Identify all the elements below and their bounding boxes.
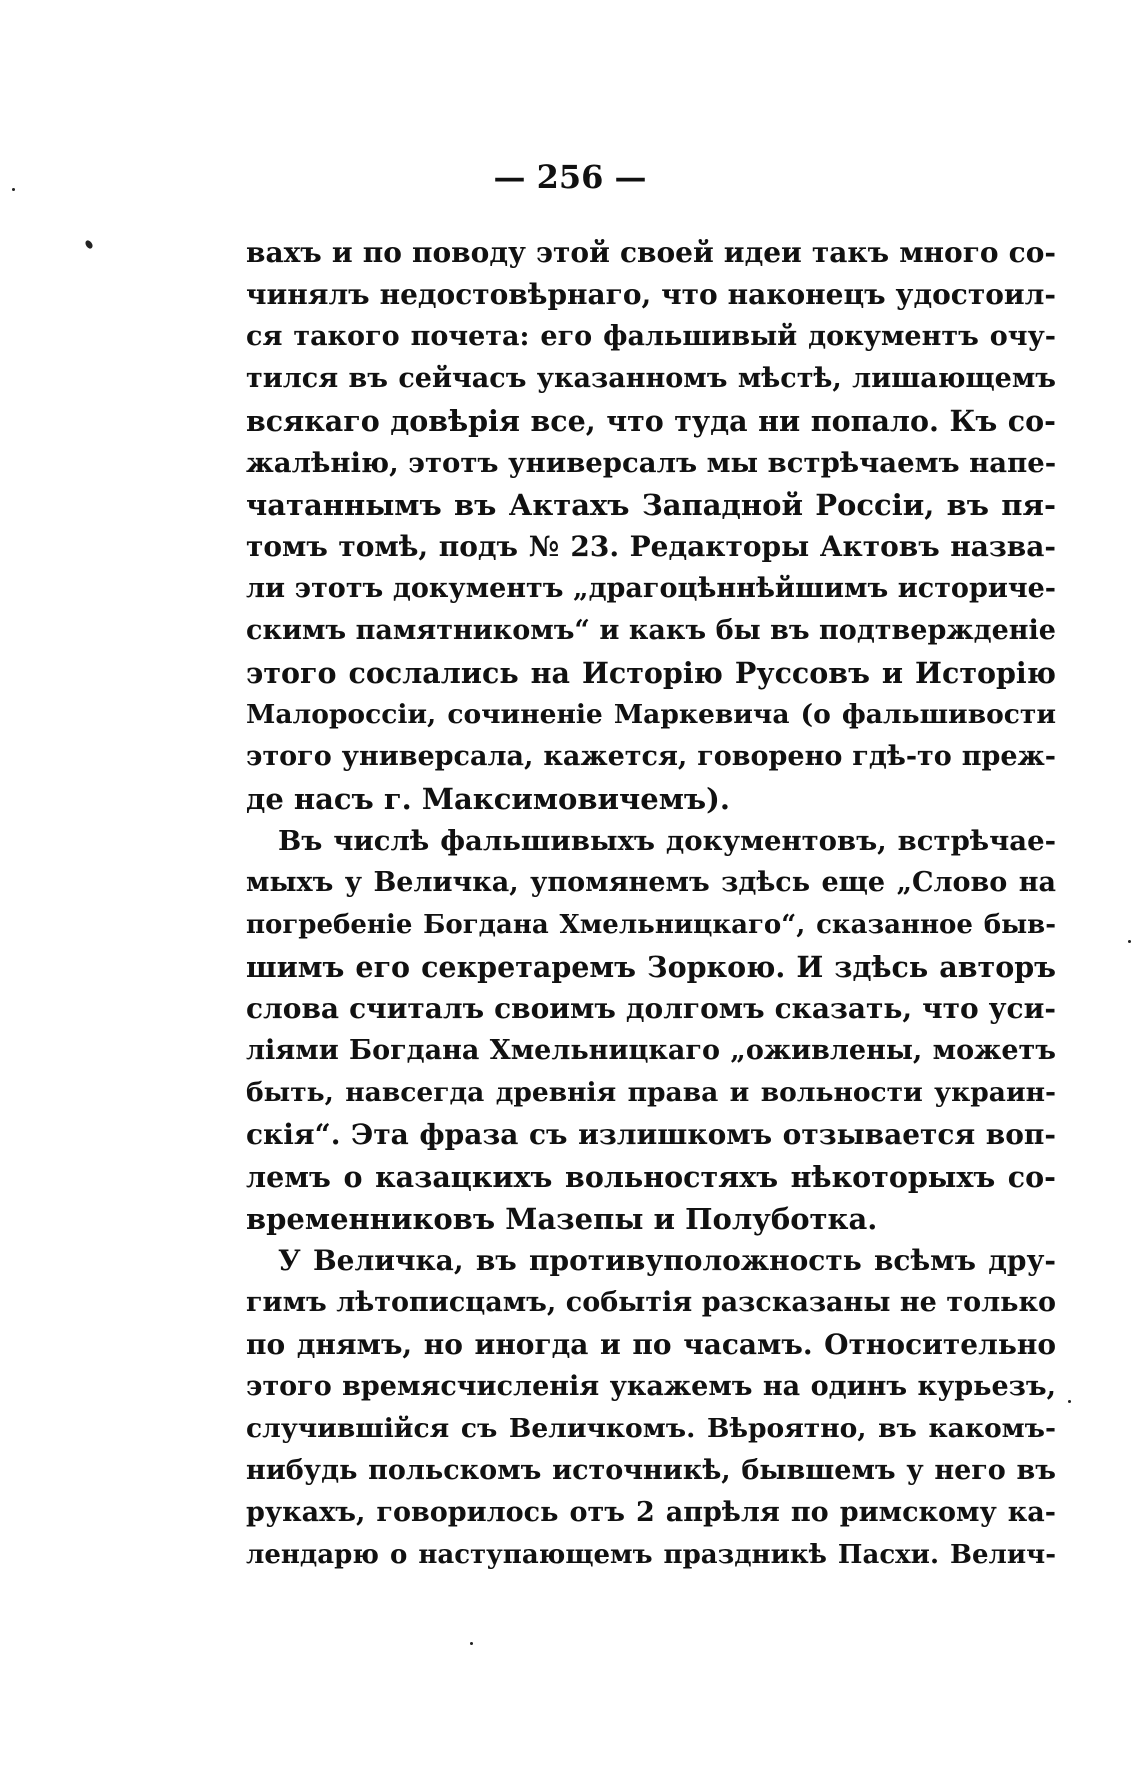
paragraph xyxy=(246,1240,1056,1576)
text-line: временниковъ Мазепы и Полуботка. xyxy=(246,1202,878,1236)
scan-speck xyxy=(1128,940,1131,943)
text-line: погребеніе Богдана Хмельницкаго“, сказанное быв- xyxy=(246,910,1056,940)
text-line: тился въ сейчасъ указанномъ мѣстѣ, лишающемъ xyxy=(246,363,1056,394)
text-line: рукахъ, говорилось отъ 2 апрѣля по римскому ка- xyxy=(246,1497,1056,1528)
text-line: лемъ о казацкихъ вольностяхъ нѣкоторыхъ со- xyxy=(246,1160,1056,1194)
scan-speck xyxy=(470,1642,473,1645)
text-line: лендарю о наступающемъ праздникѣ Пасхи. Велич- xyxy=(246,1540,1056,1570)
text-line: этого времясчисленія укажемъ на одинъ курьезъ, xyxy=(246,1371,1056,1402)
text-line: скимъ памятникомъ“ и какъ бы въ подтвержденіе xyxy=(246,615,1056,646)
text-line: всякаго довѣрія все, что туда ни попало. Къ со- xyxy=(246,404,1056,438)
text-line: гимъ лѣтописцамъ, событія разсказаны не только xyxy=(246,1287,1056,1318)
text-line: нибудь польскомъ источникѣ, бывшемъ у него въ xyxy=(246,1455,1056,1486)
scan-speck xyxy=(1068,1400,1071,1403)
text-line: этого сослались на Исторію Руссовъ и Исторію xyxy=(246,656,1056,690)
text-line: чинялъ недостовѣрнаго, что наконецъ удостоил- xyxy=(246,278,1056,311)
text-line: ся такого почета: его фальшивый документъ очу- xyxy=(246,321,1056,352)
scan-speck xyxy=(84,239,94,250)
page-number: — 256 — xyxy=(493,158,647,196)
text-line: мыхъ у Величка, упомянемъ здѣсь еще „Слово на xyxy=(246,867,1056,898)
text-line: ліями Богдана Хмельницкаго „оживлены, можетъ xyxy=(246,1035,1056,1066)
text-line: вахъ и по поводу этой своей идеи такъ много со- xyxy=(246,236,1056,269)
text-line: Малороссіи, сочиненіе Маркевича (о фальшивости xyxy=(246,699,1056,730)
text-line: чатаннымъ въ Актахъ Западной Россіи, въ пя- xyxy=(246,488,1056,522)
text-line: быть, навсегда древнія права и вольности украин- xyxy=(246,1077,1056,1108)
paragraph xyxy=(246,820,1056,1240)
text-line: по днямъ, но иногда и по часамъ. Относительно xyxy=(246,1328,1056,1361)
text-line: У Величка, въ противуположность всѣмъ дру- xyxy=(278,1244,1056,1277)
text-line: скія“. Эта фраза съ излишкомъ отзывается воп- xyxy=(246,1118,1056,1151)
text-line: ли этотъ документъ „драгоцѣннѣйшимъ историче- xyxy=(246,573,1056,604)
text-line: этого универсала, кажется, говорено гдѣ-то преж- xyxy=(246,741,1056,772)
text-line: случившійся съ Величкомъ. Вѣроятно, въ какомъ- xyxy=(246,1413,1056,1444)
text-line: Въ числѣ фальшивыхъ документовъ, встрѣчае- xyxy=(278,825,1056,857)
body-text xyxy=(246,232,1056,1576)
text-line: слова считалъ своимъ долгомъ сказать, что уси- xyxy=(246,992,1056,1025)
text-line: томъ томѣ, подъ № 23. Редакторы Актовъ назва- xyxy=(246,530,1056,563)
text-line: жалѣнію, этотъ универсалъ мы встрѣчаемъ напе- xyxy=(246,447,1057,479)
paragraph xyxy=(246,232,1056,820)
scan-speck xyxy=(12,188,15,191)
text-line: де насъ г. Максимовичемъ). xyxy=(246,782,730,816)
text-line: шимъ его секретаремъ Зоркою. И здѣсь авторъ xyxy=(246,950,1056,984)
